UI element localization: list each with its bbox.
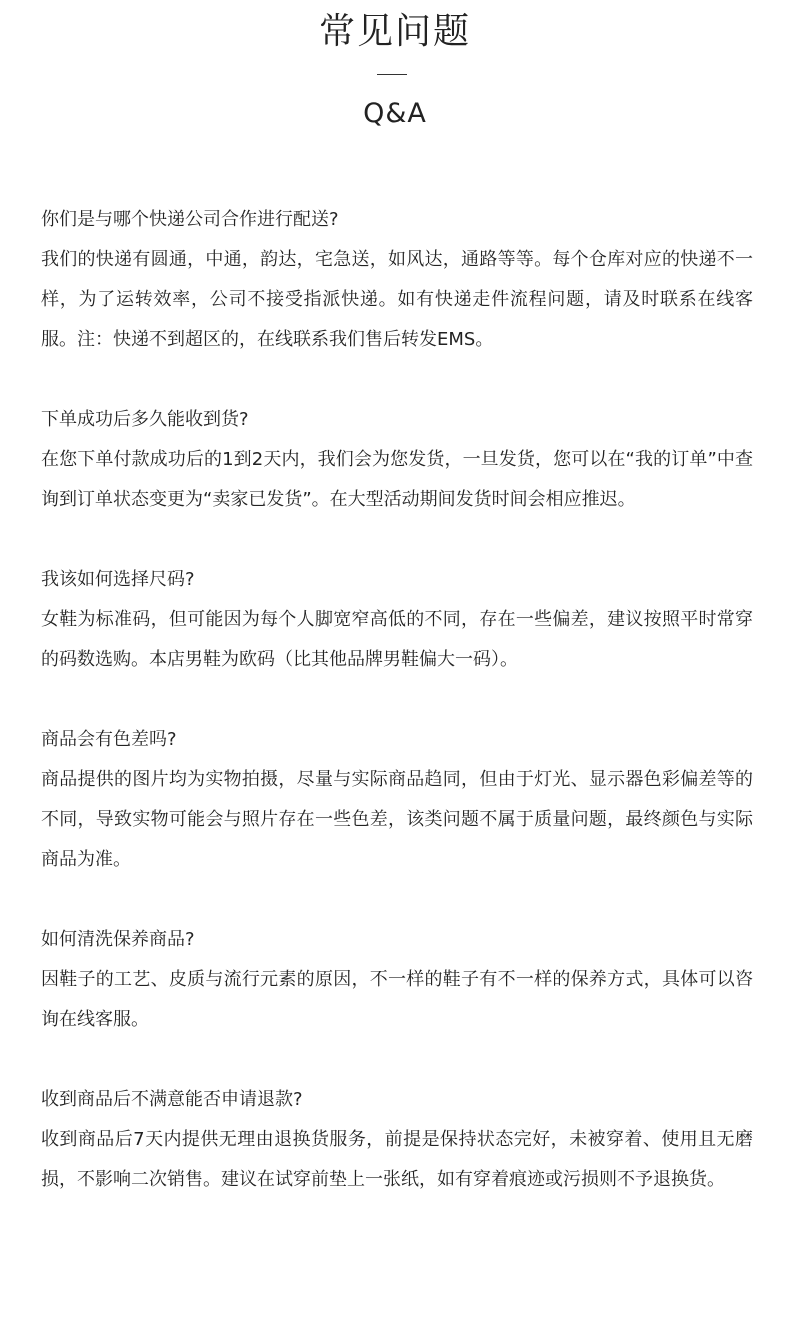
- page-title: 常见问题: [318, 11, 471, 52]
- faq-question: 下单成功后多久能收到货?: [41, 409, 249, 430]
- page-subtitle: Q&A: [363, 98, 427, 129]
- title-divider: [377, 74, 407, 75]
- faq-item-color-difference: [41, 720, 753, 880]
- faq-question: 如何清洗保养商品?: [41, 929, 195, 950]
- faq-question: 商品会有色差吗?: [41, 729, 177, 750]
- faq-item-size-selection: [41, 560, 753, 680]
- faq-item-refund-policy: [41, 1080, 753, 1200]
- faq-answer: 在您下单付款成功后的1到2天内，我们会为您发货，一旦发货，您可以在“我的订单”中查询到订单状态变更为“卖家已发货”。在大型活动期间发货时间会相应推迟。: [41, 449, 753, 510]
- faq-answer: 收到商品后7天内提供无理由退换货服务，前提是保持状态完好，未被穿着、使用且无磨损，不影响二次销售。建议在试穿前垫上一张纸，如有穿着痕迹或污损则不予退换货。: [41, 1129, 753, 1190]
- faq-question: 收到商品后不满意能否申请退款?: [41, 1089, 303, 1110]
- faq-question: 你们是与哪个快递公司合作进行配送?: [41, 209, 339, 230]
- faq-item-shipping-carrier: [41, 200, 753, 360]
- faq-question: 我该如何选择尺码?: [41, 569, 195, 590]
- faq-answer: 女鞋为标准码，但可能因为每个人脚宽窄高低的不同，存在一些偏差，建议按照平时常穿的码数选购。本店男鞋为欧码（比其他品牌男鞋偏大一码）。: [41, 609, 753, 670]
- faq-item-delivery-time: [41, 400, 753, 520]
- faq-answer: 我们的快递有圆通，中通，韵达，宅急送，如风达，通路等等。每个仓库对应的快递不一样，为了运转效率，公司不接受指派快递。如有快递走件流程问题，请及时联系在线客服。注：快递不到超区的，在线联系我们售后转发EMS。: [41, 249, 753, 350]
- faq-list: [41, 200, 753, 1240]
- faq-item-care-cleaning: [41, 920, 753, 1040]
- faq-answer: 因鞋子的工艺、皮质与流行元素的原因，不一样的鞋子有不一样的保养方式，具体可以咨询在线客服。: [41, 969, 753, 1030]
- faq-answer: 商品提供的图片均为实物拍摄，尽量与实际商品趋同，但由于灯光、显示器色彩偏差等的不同，导致实物可能会与照片存在一些色差，该类问题不属于质量问题，最终颜色与实际商品为准。: [41, 769, 753, 870]
